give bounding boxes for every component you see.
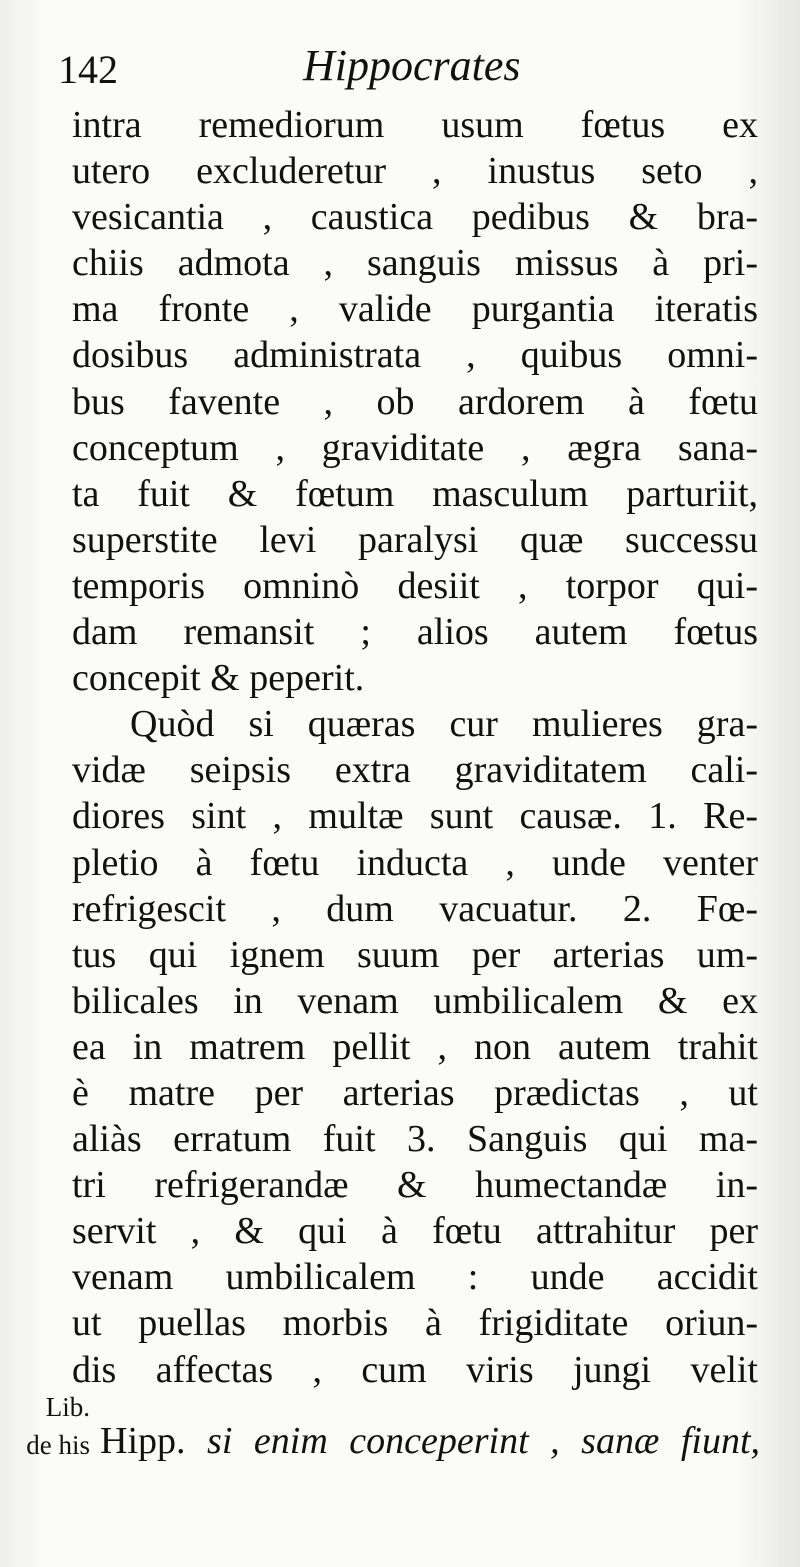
- margin-note-line: de his: [26, 1430, 90, 1460]
- text-line: temporis omninò desiit , torpor qui-: [72, 564, 758, 607]
- text-line: ut puellas morbis à frigiditate oriun-: [72, 1302, 758, 1345]
- text-line: conceptum , graviditate , ægra sana-: [72, 426, 758, 469]
- text-line: intra remediorum usum fœtus ex: [72, 104, 758, 146]
- text-line: chiis admota , sanguis missus à pri-: [72, 242, 758, 285]
- text-line: è matre per arterias prædictas , ut: [72, 1071, 758, 1114]
- text-line: utero excluderetur , inustus seto ,: [72, 150, 758, 193]
- text-line: venam umbilicalem : unde accidit: [72, 1256, 758, 1299]
- text-line: vidæ seipsis extra graviditatem cali-: [72, 749, 758, 792]
- paragraph-start-line: Quòd si quæras cur mulieres gra-: [130, 703, 758, 746]
- text-line: dis affectas , cum viris jungi velit: [72, 1348, 758, 1391]
- margin-note: [0, 1388, 90, 1464]
- text-line: pletio à fœtu inducta , unde venter: [72, 841, 758, 884]
- text-line: ea in matrem pellit , non autem trahit: [72, 1025, 758, 1068]
- text-line: dam remansit ; alios autem fœtus: [72, 611, 758, 654]
- text-line: tri refrigerandæ & humectandæ in-: [72, 1164, 758, 1207]
- final-text-line: [100, 1418, 760, 1464]
- text-line: ta fuit & fœtum masculum parturiit,: [72, 472, 758, 515]
- margin-note-line: Lib.: [45, 1392, 90, 1422]
- text-line: vesicantia , caustica pedibus & bra-: [72, 196, 758, 239]
- text-line: dosibus administrata , quibus omni-: [72, 334, 758, 377]
- text-line: refrigescit , dum vacuatur. 2. Fœ-: [72, 887, 758, 930]
- text-line: ma fronte , valide purgantia iteratis: [72, 288, 758, 331]
- text-line: diores sint , multæ sunt causæ. 1. Re-: [72, 795, 758, 838]
- page-header: [58, 40, 760, 100]
- page-number: 142: [58, 47, 118, 92]
- running-title: Hippocrates: [303, 41, 521, 90]
- text-line: servit , & qui à fœtu attrahitur per: [72, 1210, 758, 1253]
- final-line-italic-quote: si enim conceperint , sanæ fiunt,: [207, 1420, 761, 1462]
- final-line-roman: Hipp.: [100, 1420, 208, 1462]
- text-line: bilicales in venam umbilicalem & ex: [72, 979, 758, 1022]
- text-line: tus qui ignem suum per arterias um-: [72, 933, 758, 976]
- text-line: superstite levi paralysi quæ successu: [72, 518, 758, 561]
- body-text: [72, 102, 758, 1393]
- text-line: concepit & peperit.: [72, 657, 365, 700]
- text-line: bus favente , ob ardorem à fœtu: [72, 380, 758, 423]
- text-line: aliàs erratum fuit 3. Sanguis qui ma-: [72, 1118, 758, 1161]
